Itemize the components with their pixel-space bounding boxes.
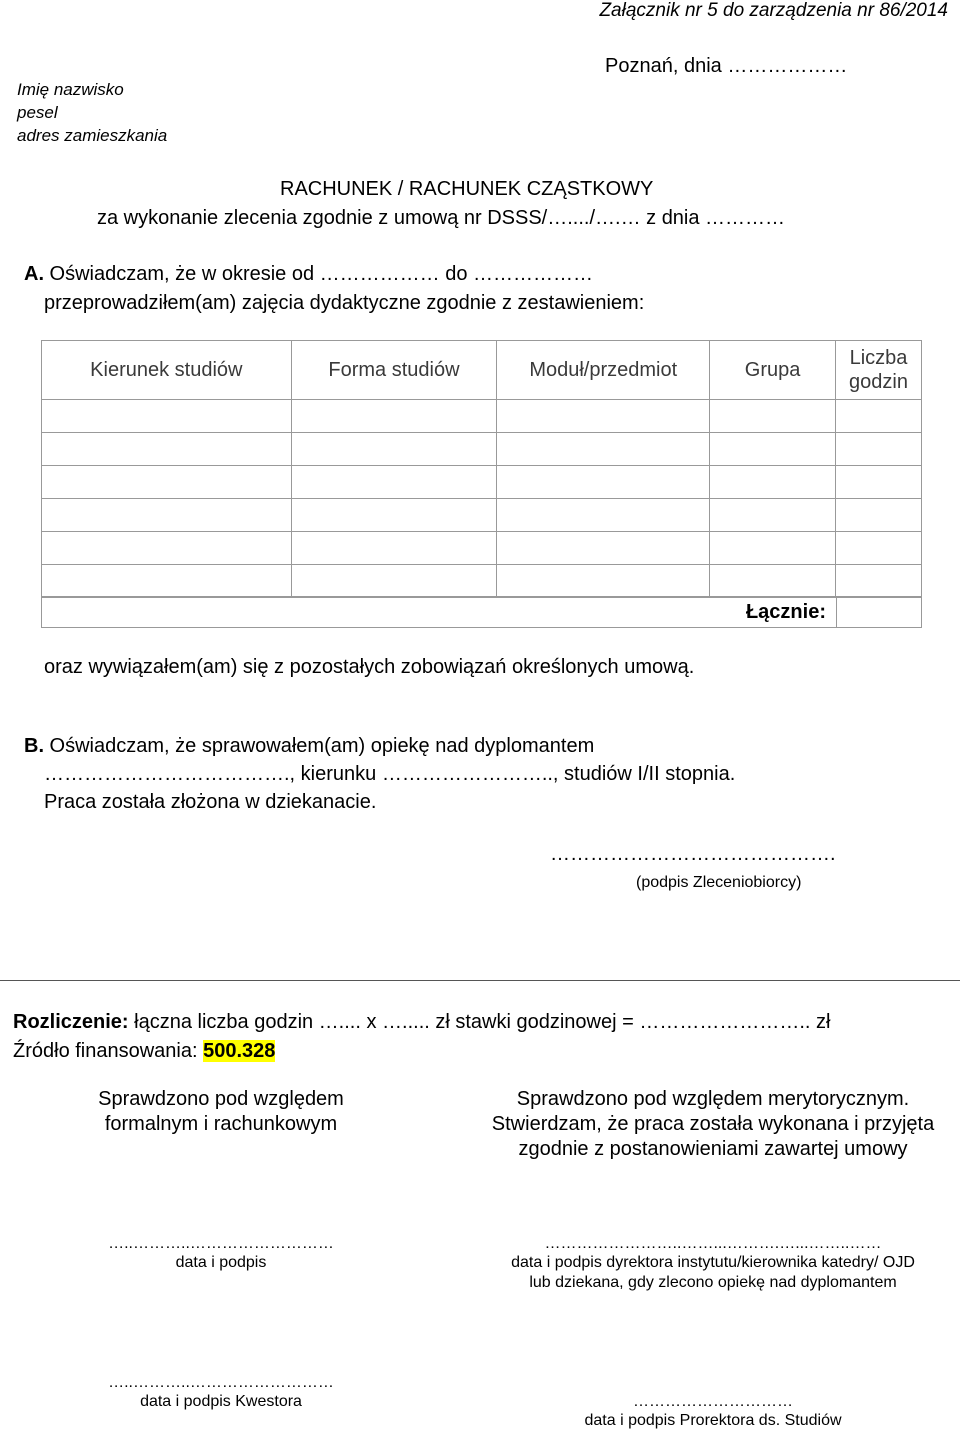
section-b-letter: B. [24, 735, 44, 757]
section-b-line1 [24, 735, 594, 758]
section-a-line2: przeprowadziłem(am) zajęcia dydaktyczne zgodnie z zestawieniem: [44, 292, 645, 314]
header-group: Grupa [710, 341, 836, 400]
contractor-signature-dots: ……………………………………. [550, 843, 836, 865]
section-b-line3: Praca została złożona w dziekanacie. [44, 791, 377, 813]
table-row [42, 466, 922, 499]
attachment-note: Załącznik nr 5 do zarządzenia nr 86/2014 [599, 0, 948, 21]
contractor-pesel-label: pesel [17, 103, 58, 122]
total-row [41, 596, 836, 628]
document-title: RACHUNEK / RACHUNEK CZĄSTKOWY [280, 178, 654, 200]
section-a-line1 [24, 263, 593, 286]
substantive-check: Sprawdzono pod względem merytorycznym. Stwierdzam, że praca została wykonana i przyjęta zgodnie z postanowieniami zawartej umowy [491, 1088, 935, 1160]
contractor-address-label: adres zamieszkania [17, 126, 168, 145]
formal-signature-dots: …..………..……………………… [108, 1235, 334, 1252]
director-signature-label-2: lub dziekana, gdy zlecono opiekę nad dyplomantem [529, 1274, 897, 1291]
total-hours-cell[interactable] [836, 596, 922, 628]
settlement-text: łączna liczba godzin ….... x …..... zł stawki godzinowej = …………………….. zł [128, 1011, 831, 1033]
formal-signature-label: data i podpis [175, 1254, 267, 1271]
prorector-signature-label: data i podpis Prorektora ds. Studiów [584, 1412, 842, 1429]
contractor-signature-label: (podpis Zleceniobiorcy) [636, 874, 802, 891]
table-row [42, 499, 922, 532]
section-a-statement: Oświadczam, że w okresie od ……………… do ……………… [44, 263, 594, 285]
header-hours: Liczba godzin [836, 341, 922, 400]
header-study-form: Forma studiów [291, 341, 497, 400]
table-row [42, 400, 922, 433]
settlement-label: Rozliczenie: [13, 1011, 129, 1033]
director-signature-dots: ……………………..……...……….…...……..…… [544, 1235, 882, 1252]
section-a-obligations: oraz wywiązałem(am) się z pozostałych zobowiązań określonych umową. [44, 656, 695, 678]
director-signature-label-1: data i podpis dyrektora instytutu/kierownika katedry/ OJD [511, 1254, 915, 1271]
bursar-signature-label: data i podpis Kwestora [140, 1393, 302, 1410]
section-b-line2: ………………………………., kierunku …………………….., studiów I/II stopnia. [44, 763, 736, 785]
document-subtitle: za wykonanie zlecenia zgodnie z umową nr DSSS/…..../….… z dnia ………… [97, 207, 786, 229]
prorector-signature-dots: ………………………… [633, 1393, 793, 1410]
place-date: Poznań, dnia ……………… [605, 55, 848, 77]
header-module: Moduł/przedmiot [497, 341, 710, 400]
section-a-letter: A. [24, 263, 44, 285]
funding-source-value: 500.328 [203, 1040, 276, 1062]
header-field-of-study: Kierunek studiów [42, 341, 292, 400]
table-row [42, 565, 922, 598]
section-b-statement: Oświadczam, że sprawowałem(am) opiekę nad dyplomantem [44, 735, 595, 757]
classes-table [41, 340, 922, 598]
table-row [42, 532, 922, 565]
formal-check: Sprawdzono pod względem formalnym i rachunkowym [98, 1088, 344, 1135]
settlement-line [13, 1011, 830, 1034]
funding-source-label: Źródło finansowania: [13, 1040, 204, 1062]
bursar-signature-dots: …..………..……………………… [108, 1374, 334, 1391]
total-label: Łącznie: [745, 601, 826, 623]
table-header-row [42, 341, 922, 400]
section-divider [0, 980, 960, 981]
table-row [42, 433, 922, 466]
contractor-name-label: Imię nazwisko [17, 80, 124, 99]
funding-source-line [13, 1040, 275, 1063]
